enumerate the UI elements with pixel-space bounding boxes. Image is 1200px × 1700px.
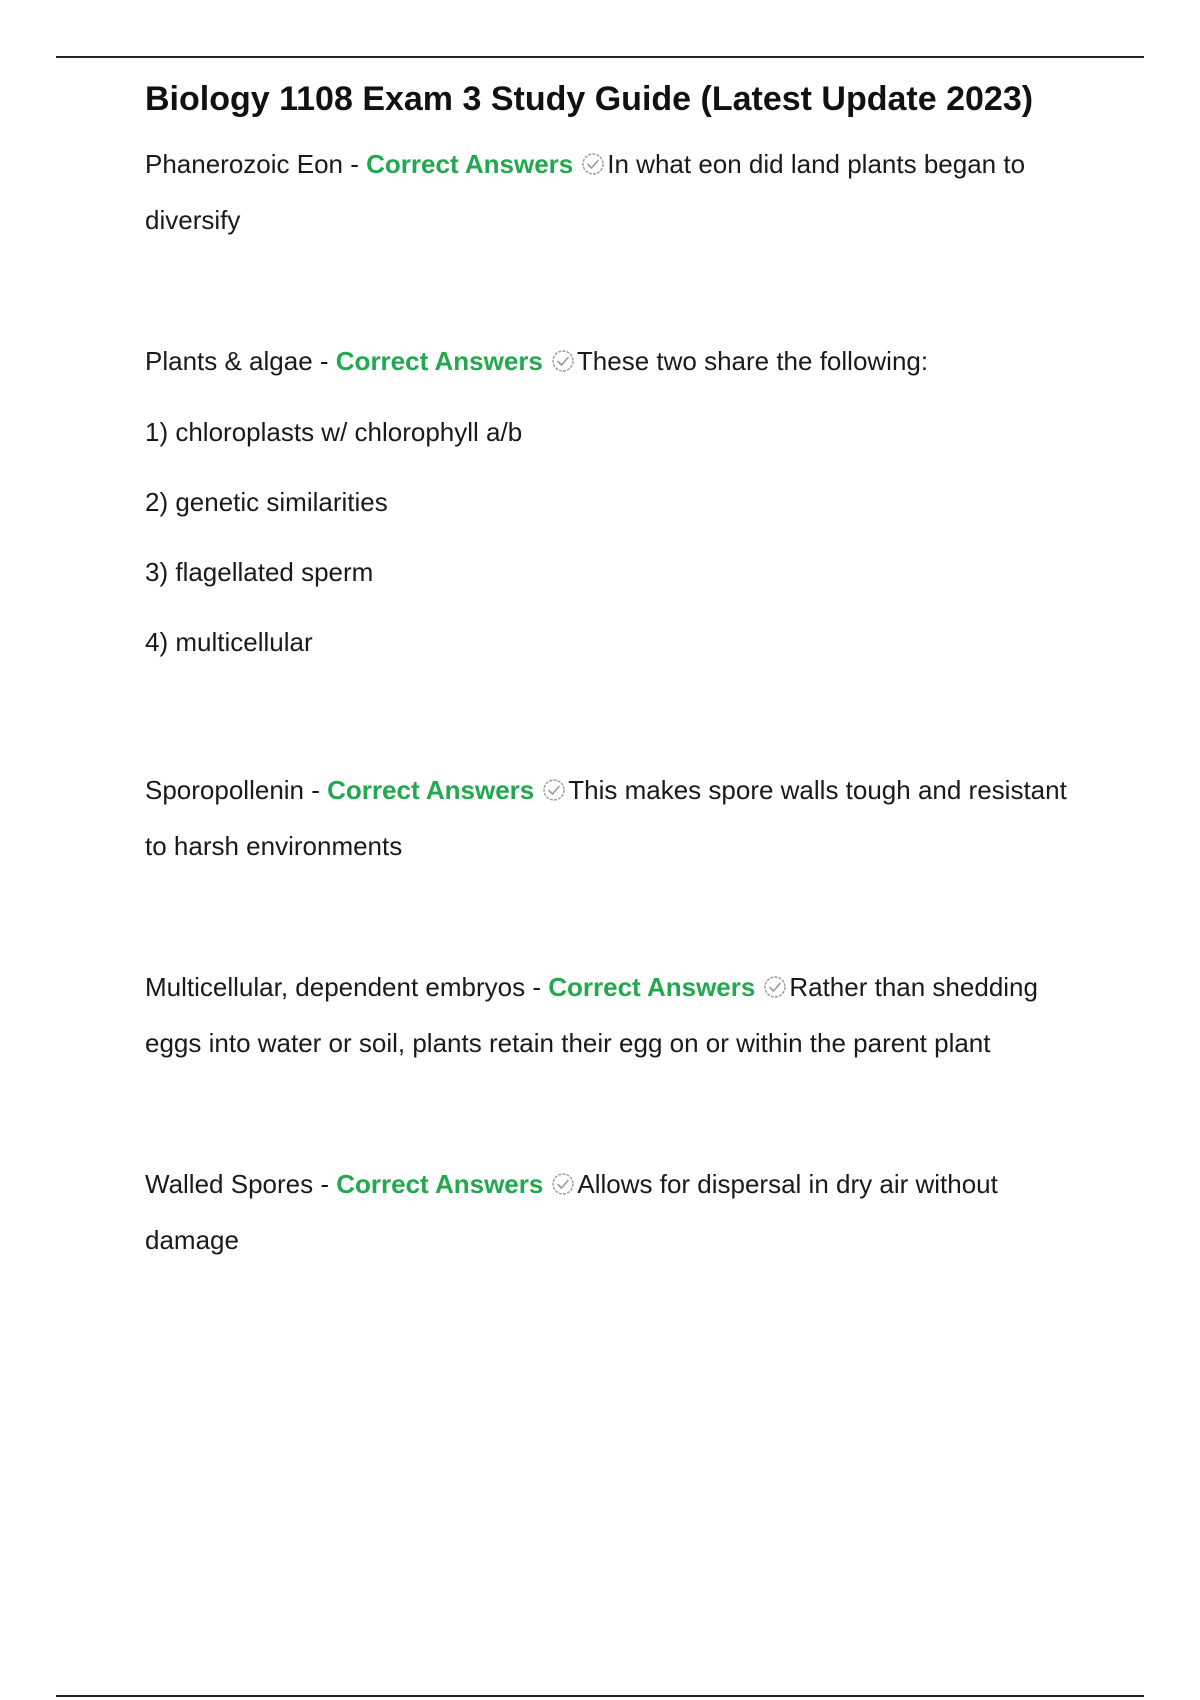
list-item: 2) genetic similarities (145, 487, 388, 517)
correct-answers-label: Correct Answers (335, 346, 543, 376)
separator: - (343, 149, 367, 179)
separator: - (312, 346, 336, 376)
qa-entry (145, 333, 1075, 389)
document-title: Biology 1108 Exam 3 Study Guide (Latest Update 2023) (145, 80, 1034, 118)
term: Phanerozoic Eon (145, 149, 344, 179)
answer: Allows for dispersal in dry air without damage (145, 1169, 998, 1255)
qa-entry (145, 136, 1075, 248)
separator: - (304, 775, 328, 805)
separator: - (313, 1169, 337, 1199)
answer: In what eon did land plants began to diversify (145, 149, 1026, 235)
check-circle-icon (551, 1172, 575, 1196)
answer: This makes spore walls tough and resistant to harsh environments (145, 775, 1067, 861)
term: Walled Spores (145, 1169, 314, 1199)
check-circle-icon (551, 349, 575, 373)
term: Plants & algae (145, 346, 313, 376)
correct-answers-label: Correct Answers (366, 149, 574, 179)
check-circle-icon (542, 778, 566, 802)
correct-answers-label: Correct Answers (336, 1169, 544, 1199)
answer: Rather than shedding eggs into water or soil, plants retain their egg on or within the parent plant (145, 972, 1038, 1058)
check-circle-icon (581, 152, 605, 176)
check-circle-icon (763, 975, 787, 999)
correct-answers-label: Correct Answers (548, 972, 756, 1002)
bottom-rule (56, 1695, 1144, 1697)
list-item: 4) multicellular (145, 627, 313, 657)
list-item: 1) chloroplasts w/ chlorophyll a/b (145, 417, 523, 447)
top-rule (56, 56, 1144, 58)
correct-answers-label: Correct Answers (327, 775, 535, 805)
qa-entry (145, 959, 1075, 1071)
term: Multicellular, dependent embryos (145, 972, 526, 1002)
term: Sporopollenin (145, 775, 305, 805)
qa-entry (145, 1156, 1075, 1268)
qa-entry (145, 762, 1075, 874)
answer: These two share the following: (576, 346, 929, 376)
list-item: 3) flagellated sperm (145, 557, 374, 587)
separator: - (525, 972, 549, 1002)
document-body (145, 70, 1075, 1268)
